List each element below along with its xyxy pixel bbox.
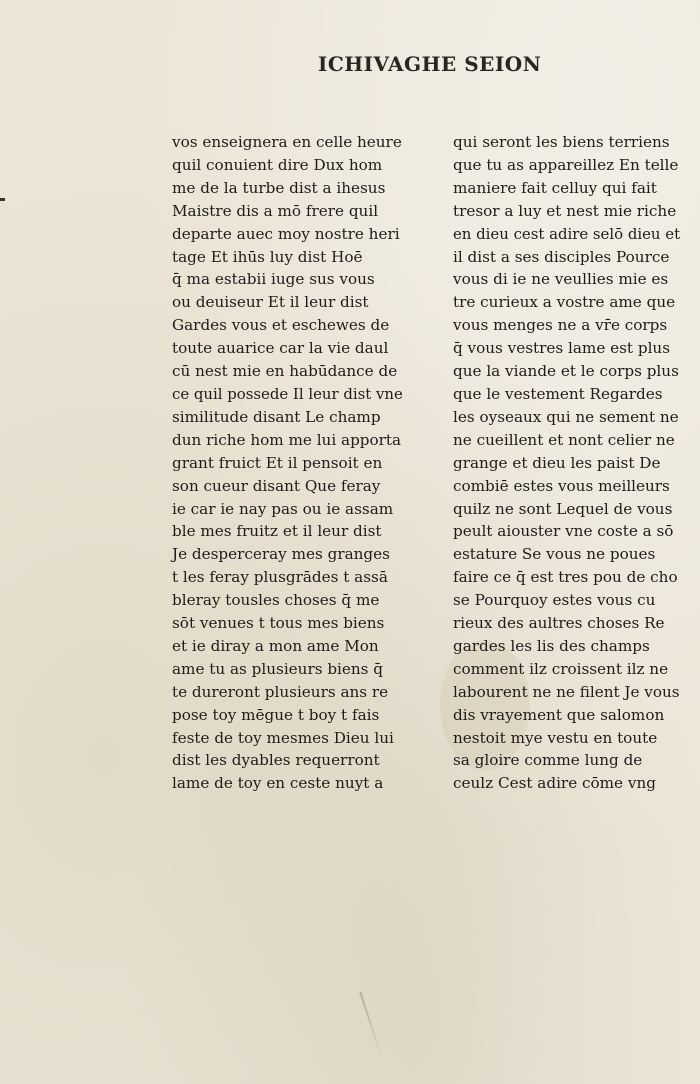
text-line: pose toy mēgue t boy t fais: [172, 705, 380, 724]
text-line: gardes les lis des champs: [453, 636, 650, 655]
text-line: grant fruict Et il pensoit en: [172, 453, 383, 472]
text-line: bleray tousles choses q̄ me: [172, 591, 380, 610]
text-line: combiē estes vous meilleurs: [453, 476, 670, 495]
text-line: estature Se vous ne poues: [453, 545, 656, 564]
text-line: vos enseignera en celle heure: [172, 133, 402, 151]
text-line: departe auec moy nostre heri: [172, 224, 400, 243]
text-line: tre curieux a vostre ame que: [453, 293, 676, 312]
text-line: cū nest mie en habūdance de: [172, 362, 398, 381]
text-line: peult aiouster vne coste a sō: [453, 522, 674, 541]
text-line: t les feray plusgrādes t assā: [172, 568, 388, 587]
text-line: tresor a luy et nest mie riche: [453, 201, 677, 220]
text-line: qui seront les biens terriens: [453, 133, 670, 151]
running-head: ICHIVAGHE SEION: [318, 52, 542, 76]
text-line: vous di ie ne veullies mie es: [453, 270, 669, 289]
text-line: q̄ ma estabii iuge sus vous: [172, 270, 375, 289]
text-line: Maistre dis a mō frere quil: [172, 201, 379, 220]
text-line: ou deuiseur Et il leur dist: [172, 293, 369, 312]
text-line: ame tu as plusieurs biens q̄: [172, 659, 384, 678]
text-line: sōt venues t tous mes biens: [172, 614, 385, 633]
text-line: dun riche hom me lui apporta: [172, 430, 402, 449]
text-line: Gardes vous et eschewes de: [172, 316, 390, 335]
text-line: ce quil possede Il leur dist vne: [172, 384, 403, 403]
text-line: les oyseaux qui ne sement ne: [453, 407, 679, 426]
text-line: ceulz Cest adire cōme vng: [453, 774, 656, 793]
text-line: ie car ie nay pas ou ie assam: [172, 499, 394, 518]
text-line: maniere fait celluy qui fait: [453, 178, 657, 197]
text-line: dist les dyables requerront: [172, 751, 380, 770]
text-line: que la viande et le corps plus: [453, 362, 679, 381]
right-text-column: [453, 131, 681, 795]
paper-crease: [359, 991, 383, 1058]
text-line: comment ilz croissent ilz ne: [453, 659, 669, 678]
text-line: Je desperceray mes granges: [172, 545, 390, 564]
text-line: similitude disant Le champ: [172, 407, 381, 426]
text-line: que le vestement Regardes: [453, 384, 663, 403]
margin-ink-mark: [0, 198, 5, 201]
text-line: nestoit mye vestu en toute: [453, 728, 658, 747]
text-line: me de la turbe dist a ihesus: [172, 178, 386, 197]
text-line: tage Et ihūs luy dist Hoē: [172, 247, 363, 266]
text-line: te dureront plusieurs ans re: [172, 682, 389, 701]
text-line: ne cueillent et nont celier ne: [453, 430, 675, 449]
text-line: feste de toy mesmes Dieu lui: [172, 728, 394, 747]
text-line: son cueur disant Que feray: [172, 476, 381, 495]
left-text-column: [172, 131, 406, 795]
text-line: quilz ne sont Lequel de vous: [453, 499, 673, 518]
text-line: labourent ne ne filent Je vous: [453, 682, 680, 701]
text-line: faire ce q̄ est tres pou de cho: [453, 568, 678, 587]
text-line: sa gloire comme lung de: [453, 751, 643, 770]
text-line: il dist a ses disciples Pource: [453, 247, 670, 266]
text-line: vous menges ne a vr̄e corps: [453, 316, 668, 335]
text-line: grange et dieu les paist De: [453, 453, 661, 472]
text-line: dis vrayement que salomon: [453, 705, 665, 724]
text-line: q̄ vous vestres lame est plus: [453, 339, 671, 358]
text-line: quil conuient dire Dux hom: [172, 155, 383, 174]
text-line: que tu as appareillez En telle: [453, 155, 679, 174]
text-line: rieux des aultres choses Re: [453, 614, 665, 633]
text-line: se Pourquoy estes vous cu: [453, 591, 656, 610]
text-line: lame de toy en ceste nuyt a: [172, 774, 384, 793]
text-line: toute auarice car la vie daul: [172, 339, 389, 358]
text-line: ble mes fruitz et il leur dist: [172, 522, 382, 541]
text-line: et ie diray a mon ame Mon: [172, 636, 379, 655]
text-line: en dieu cest adire selō dieu et: [453, 224, 681, 243]
